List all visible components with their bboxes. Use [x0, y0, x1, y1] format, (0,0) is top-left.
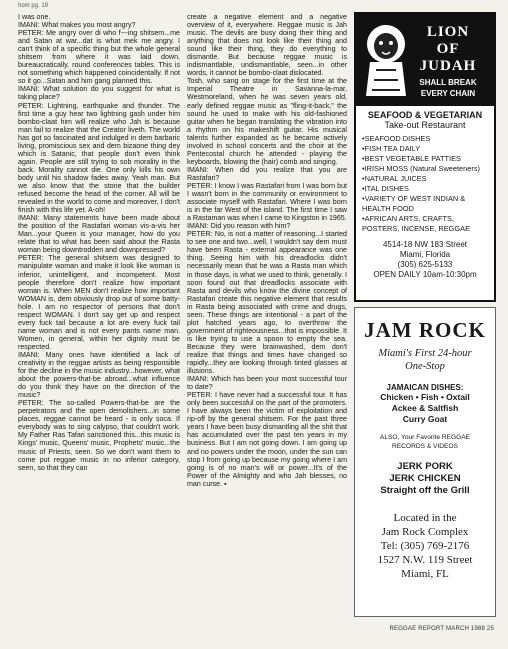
- page-footer: REGGAE REPORT MARCH 1988 25: [389, 626, 494, 632]
- lion-menu-list: [356, 130, 494, 234]
- lion-hours: OPEN DAILY 10am-10:30pm: [373, 270, 477, 279]
- jam-location: [355, 511, 495, 581]
- lion-address: 4514-18 NW 183 Street: [382, 240, 468, 249]
- jam-also-line: ALSO, Your Favorite REGGAE: [379, 434, 471, 441]
- lion-sub-1: SEAFOOD & VEGETARIAN: [367, 110, 483, 120]
- jam-also-line: RECORDS & VIDEOS: [392, 443, 458, 450]
- jam-jerk: [355, 461, 495, 497]
- jam-rock-title: JAM ROCK: [364, 318, 486, 342]
- lion-address-block: [356, 240, 494, 280]
- jam-loc-line: Miami, FL: [401, 568, 449, 580]
- article-column-2: create a negative element and a negative overview of it, everywhere. Reggae music is Jah music. The devils are busy doing their thing and anything that does not look like their thing and sound like their thing, they do everything to dismantle. But because reggae music is indismantlable, undismantlable, seen...in other words, it cannot be bombo-claat dislocated. Tosh, who sang on stage for the first time at the Imperial Theatre in Savanna-la-mar, Westmoreland, when he was seven years old, early defined reggae music as "fling-it-back," the sound he used to make with his old-fashioned guitar when he began translating the vibration into a rhythm on his makeshift guitar. His musical talents further expanded as he became actively involved in school concerts and the choir at the Pentecostal church he attended - playing the keyboards, blowing the (hair) comb and singing. IMANI: When did you realize that you are Rastafari? PETER: I know I was Rastafari from I was born but I wasn't born in the community or environment to associate myself with Rastafari. Where I was born is in the far West of the island. The first time I saw a Rastaman was when I came to Kingston in 1965. IMANI: Did you reason with him? PETER: No, is not a matter of reasoning...I started to see one and two...well, I wouldn't say dem must have been Rasta - external appearance was one thing. Seeing him with his dreadlocks didn't necessarily mean that he was a Rasta man which in those days, is what we used to think, generally. I soon found out that dreadlocks associate with Rasta and devils who know the divine concept of Rastafari create this negative element that results in Rasta being associated with crime and drugs, seen. These things are intentional - a part of the plot hatched years ago, to overthrow the government of righteousness...that is impossible. It is like trying to use a spoon to empty the sea. Because they were brainwashed, dem don't realize that things and times have changed so rapidly...they are looking through tinted glasses at illusions. IMANI: Which has been your most successful tour to date? PETER: I have never had a successful tour. It has only been successful on the part of the promoters. I have always been the victim of exploitation and rip-off by the general shitsem. For the past three years I have been busy dismantling all the shit that has accumulated over the past ten years in my business. But I am not going down. I am going up and no powers under the moon, under the sun can stop I from going up because my going where I am going is of no man's will or power...It's of the Power of the Almighty and who Jah blesses, no man curse. ▪: [187, 13, 347, 488]
- list-item: •FISH TEA DAILY: [362, 144, 421, 153]
- lion-ad-subtitle: [356, 110, 494, 130]
- jam-dish-line: Ackee & Saltfish: [391, 403, 459, 413]
- jam-tag-2: One-Stop: [405, 361, 445, 372]
- list-item: •SEAFOOD DISHES: [362, 134, 431, 143]
- list-item: •AFRICAN ARTS, CRAFTS, POSTERS, INCENSE, REGGAE: [362, 214, 471, 233]
- list-item: •ITAL DISHES: [362, 184, 409, 193]
- list-item: •NATURAL JUICES: [362, 174, 427, 183]
- jam-loc-line: Tel: (305) 769-2176: [380, 540, 470, 552]
- jam-rock-ad: [354, 307, 496, 617]
- list-item: •BEST VEGETABLE PATTIES: [362, 154, 461, 163]
- lion-title-1: LION: [426, 24, 470, 40]
- list-item: •VARIETY OF WEST INDIAN & HEALTH FOOD: [362, 194, 466, 213]
- jam-dish-line: Curry Goat: [402, 414, 448, 424]
- lion-city: Miami, Florida: [399, 250, 451, 259]
- jam-rock-tagline: [355, 347, 495, 373]
- list-item: •IRISH MOSS (Natural Sweeteners): [362, 164, 480, 173]
- lion-slogan-2: EVERY CHAIN: [420, 89, 476, 98]
- lion-ad-header: [356, 14, 494, 106]
- article-column-1: I was one. IMANI: What makes you most angry? PETER: Me angry over di who f---ing shitsem...me and Satan at war...dat is what mek me angry. I can't think of a specific thing but the whole general shitsem from where it was laid down, bureaucratically, round conferences tables. This is not something which happened coincidentally. If not so it go...Satan and him gang planned this. IMANI: What solution do you suggest for what is taking place? PETER: Lightning, earthquake and thunder. The first time a guy hear two lightning gash under him bombo-claat him will realize who Jah is because man fail to realize that the Creator liveth. The world has got so fascinated and indulged in dem barbaric living, promiscious sex and dem bizaone thing dey which is Satanic, that people don't even think again. People are still trying to sob morality in the back. Morality cannot die. One only kills his own body until his shadow fades away. Yeah man. But we also know that the stone that the builder refused become the head of the corner. All will be revealed in the world to come and moreover, I don't finish with this life yet. A-oh! IMANI: Many statements have been made about the position of the Rastafari woman vis-a-vis her Man...your Queen is your manager, how do you relate that to what has been said about the Rasta woman being downtrodden and downpressed? PETER: The general shitsem was designed to manipulate woman and make it look like woman is inferior, unintelligent, and incompetent. Most people therefore don't realize how important woman is. When MEN don't realize how important WOMAN is, dem obviously drop out of some batty-hole. I am no respector of persons that don't respect WOMAN. I don't say get up and respect every fuck tail because a lot are every fuck tail name woman and is not every pants name man. Women, in general, within her dignity must be respected. IMANI: Many ones have identified a lack of creativity in the reggae artists as being responsible for the decline in the music industry...however, what about the powers-that-be abroad...what influence do you think they have on the direction of the music? PETER: The so-called Powers-that-be are the perpetrators and the open demolishers...in some places, reggae cannot be heard - is only soca. If everybody was to sing calypso, that couldn't work. My Father Ras Tafari sanctioned this...this music is Kings' music, Queens' music, Prophets' music...the music of Priests, seen. So we don't want them to come put reggae music in no inferior category, seen, so that they can: [18, 13, 180, 472]
- jam-loc-line: 1527 N.W. 119 Street: [377, 554, 473, 566]
- jam-tag-1: Miami's First 24-hour: [378, 348, 472, 359]
- lion-phone: (305) 625-5133: [397, 260, 453, 269]
- lion-illustration: [362, 22, 410, 98]
- lion-title-2: OF: [436, 41, 460, 57]
- jam-loc-line: Located in the: [393, 512, 457, 524]
- lion-slogan-1: SHALL BREAK: [419, 78, 477, 87]
- lion-of-judah-ad: [354, 12, 496, 302]
- jam-jerk-line: JERK CHICKEN: [389, 473, 461, 484]
- page-header-label: hom pg. 19: [18, 3, 49, 9]
- lion-title-3: JUDAH: [419, 58, 477, 74]
- jam-dish-line: Chicken • Fish • Oxtail: [380, 392, 470, 402]
- lion-sub-2: Take-out Restaurant: [384, 120, 466, 130]
- jam-jerk-line: Straight off the Grill: [380, 485, 470, 496]
- jam-dishes-title: JAMAICAN DISHES:: [386, 383, 464, 392]
- jam-loc-line: Jam Rock Complex: [381, 526, 469, 538]
- jam-jerk-line: JERK PORK: [397, 461, 453, 472]
- jam-dishes: [355, 392, 495, 425]
- jam-also: [355, 433, 495, 451]
